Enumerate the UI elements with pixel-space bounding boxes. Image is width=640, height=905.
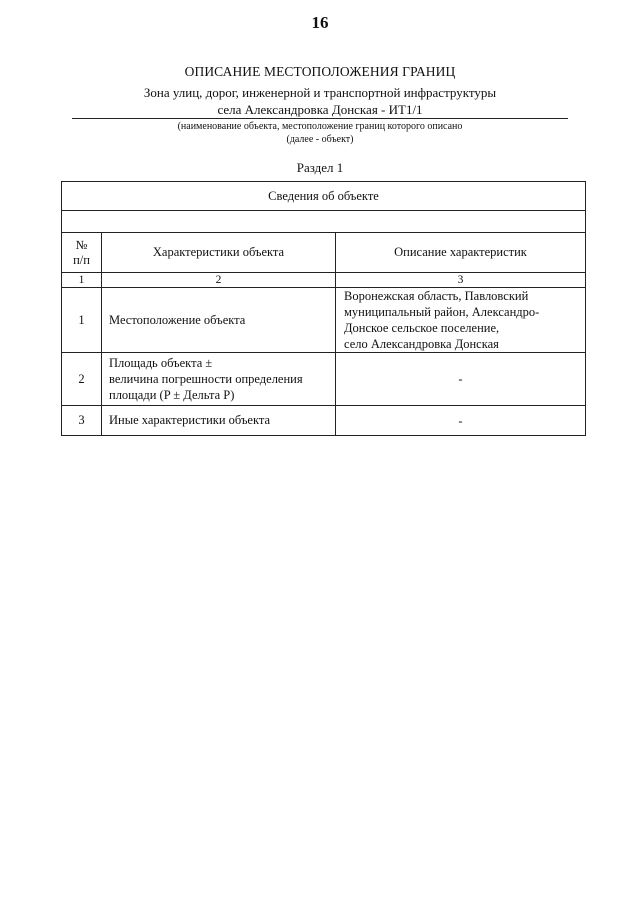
characteristic-cell: Иные характеристики объекта <box>102 406 336 436</box>
object-info-table <box>61 181 586 436</box>
description-line: Донское сельское поселение, <box>344 321 500 335</box>
characteristic-line: площади (P ± Дельта P) <box>109 388 235 402</box>
column-header-description: Описание характеристик <box>336 233 586 273</box>
table-title: Сведения об объекте <box>62 182 586 211</box>
table-title-row <box>62 182 586 211</box>
column-header-characteristics: Характеристики объекта <box>102 233 336 273</box>
column-number: 3 <box>336 273 586 288</box>
column-header-number-line-1: № <box>75 237 88 252</box>
row-number: 1 <box>62 288 102 353</box>
table-header-row <box>62 233 586 273</box>
underline-rule <box>72 118 568 119</box>
table-blank-row <box>62 211 586 233</box>
blank-cell <box>62 211 586 233</box>
characteristic-line: величина погрешности определения <box>109 372 303 386</box>
description-cell <box>336 288 586 353</box>
description-line: муниципальный район, Александро- <box>344 305 540 319</box>
column-number: 1 <box>62 273 102 288</box>
document-title: ОПИСАНИЕ МЕСТОПОЛОЖЕНИЯ ГРАНИЦ <box>184 64 456 79</box>
table-row <box>62 288 586 353</box>
table-row <box>62 353 586 406</box>
characteristic-line: Площадь объекта ± <box>109 356 213 370</box>
description-line: село Александровка Донская <box>344 337 499 351</box>
characteristic-cell: Местоположение объекта <box>102 288 336 353</box>
description-line: Воронежская область, Павловский <box>344 289 529 303</box>
row-number: 3 <box>62 406 102 436</box>
column-header-number-line-2: п/п <box>73 252 90 267</box>
table-row <box>62 406 586 436</box>
column-number-row <box>62 273 586 288</box>
column-header-number <box>62 233 102 273</box>
description-cell: - <box>336 353 586 406</box>
column-number: 2 <box>102 273 336 288</box>
description-cell: - <box>336 406 586 436</box>
characteristic-cell <box>102 353 336 406</box>
object-name-line-2: села Александровка Донская - ИТ1/1 <box>217 102 423 117</box>
page-number: 16 <box>311 13 329 32</box>
section-label: Раздел 1 <box>296 160 344 175</box>
caption-note-line-2: (далее - объект) <box>286 134 354 145</box>
caption-note-line-1: (наименование объекта, местоположение границ которого описано <box>177 121 463 132</box>
object-name-line-1: Зона улиц, дорог, инженерной и транспортной инфраструктуры <box>143 85 497 100</box>
row-number: 2 <box>62 353 102 406</box>
